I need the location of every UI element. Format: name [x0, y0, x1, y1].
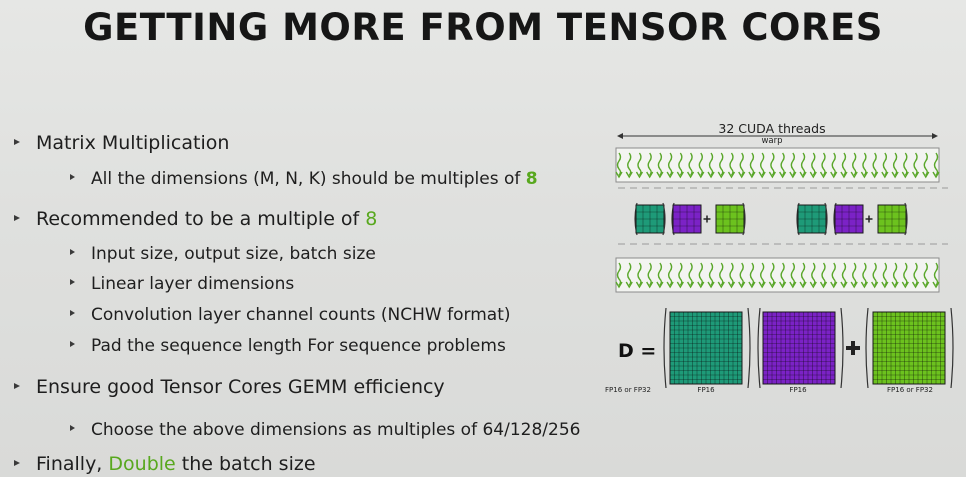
bullet-text: Choose the above dimensions as multiples of 64/128/256: [91, 420, 581, 440]
bullet-text: the batch size: [175, 453, 316, 475]
d-equals-label: D =: [618, 340, 657, 362]
small-matrix-row: [635, 203, 907, 235]
bullet-text: Finally,: [36, 453, 109, 475]
big-matrix-green: [873, 312, 945, 384]
bullet-text: Input size, output size, batch size: [91, 244, 376, 264]
warp-thread-box-bottom: [616, 258, 939, 292]
close-bracket: [841, 308, 843, 388]
small-matrix-green: [878, 205, 906, 233]
highlight-word: Double: [108, 453, 176, 475]
small-matrix-purple: [835, 205, 863, 233]
label-d-precision: FP16 or FP32: [605, 386, 651, 394]
small-matrix-green: [716, 205, 744, 233]
label-c-precision: FP16 or FP32: [887, 386, 933, 394]
big-matrix-equation: [664, 308, 953, 388]
small-matrix-teal: [798, 205, 826, 233]
open-bracket: [866, 308, 868, 388]
highlight-number: 8: [365, 208, 378, 230]
small-matrix-purple: [673, 205, 701, 233]
big-matrix-teal: [670, 312, 742, 384]
warp-thread-box-top: [616, 148, 939, 182]
plus-icon: [704, 216, 711, 223]
warp-label: warp: [761, 136, 783, 146]
small-matrix-teal: [636, 205, 664, 233]
bullet-text: All the dimensions (M, N, K) should be multiples of: [91, 169, 526, 189]
slide-title: GETTING MORE FROM TENSOR CORES: [83, 6, 883, 49]
plus-icon: [846, 341, 860, 355]
bullet-text: Matrix Multiplication: [36, 132, 230, 154]
bullet-text: Recommended to be a multiple of: [36, 208, 366, 230]
label-a-precision: FP16: [697, 386, 715, 394]
bullet-text: Linear layer dimensions: [91, 274, 295, 294]
threads-label: 32 CUDA threads: [718, 121, 826, 136]
close-bracket: [748, 308, 750, 388]
open-bracket: [758, 308, 760, 388]
big-matrix-purple: [763, 312, 835, 384]
bullet-text: Ensure good Tensor Cores GEMM efficiency: [36, 376, 445, 398]
open-bracket: [664, 308, 666, 388]
label-b-precision: FP16: [789, 386, 807, 394]
highlight-number: 8: [525, 169, 538, 189]
close-bracket: [951, 308, 953, 388]
bullet-text: Convolution layer channel counts (NCHW format): [91, 305, 511, 325]
bullet-text: Pad the sequence length For sequence problems: [91, 336, 506, 356]
plus-icon: [866, 216, 873, 223]
